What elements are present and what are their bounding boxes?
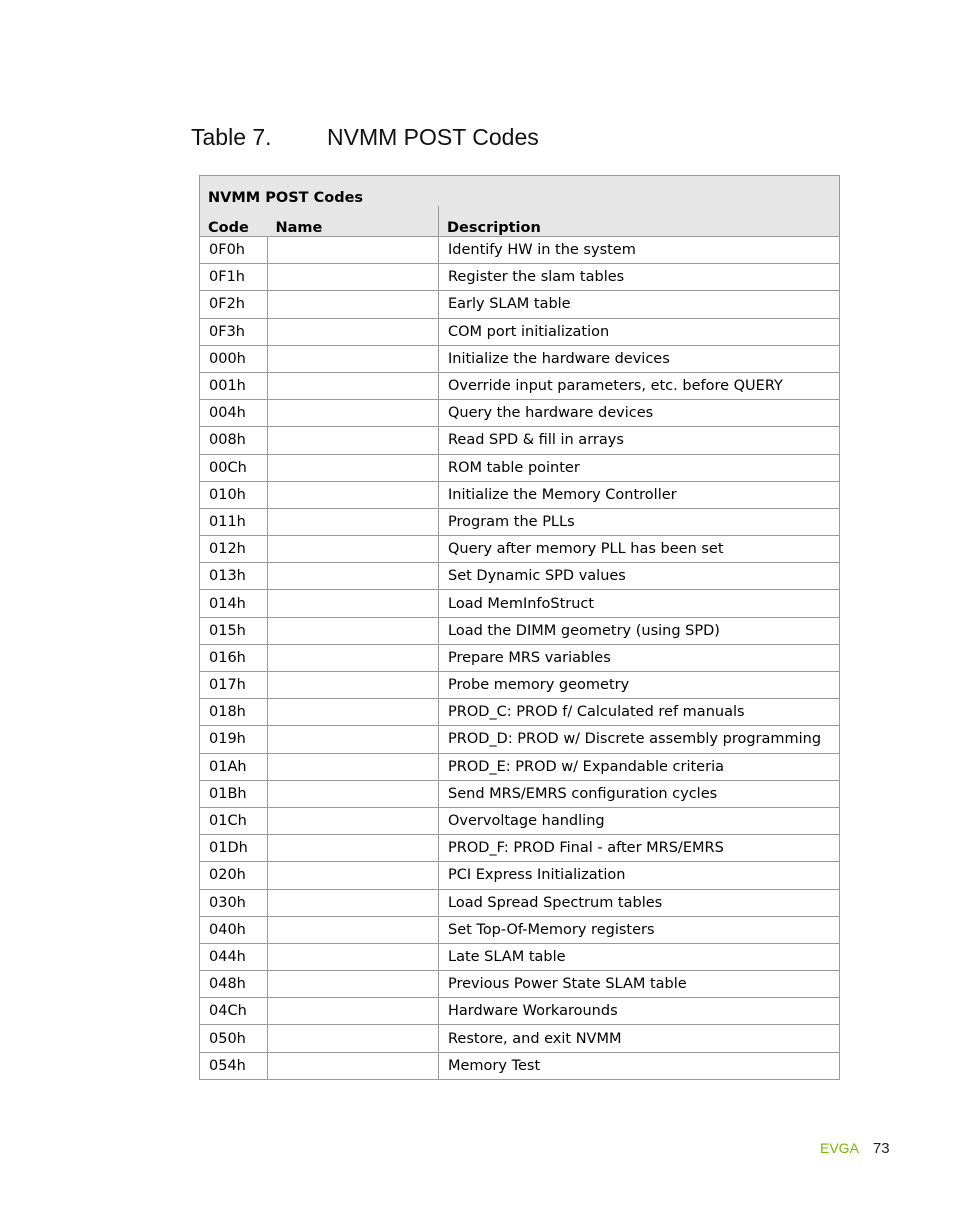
column-header-code: Code [200,206,268,237]
cell-name [268,481,439,508]
cell-name [268,1025,439,1052]
cell-name [268,726,439,753]
cell-description: Late SLAM table [439,943,840,970]
cell-name [268,264,439,291]
cell-name [268,835,439,862]
table-row [200,617,840,644]
cell-code: 0F0h [200,237,268,264]
table-row [200,237,840,264]
table-row [200,862,840,889]
table-row [200,889,840,916]
cell-name [268,237,439,264]
cell-code: 018h [200,699,268,726]
table-row [200,291,840,318]
cell-code: 004h [200,400,268,427]
cell-description: Early SLAM table [439,291,840,318]
cell-name [268,617,439,644]
cell-name [268,943,439,970]
table-row [200,590,840,617]
cell-code: 01Bh [200,780,268,807]
cell-description: Read SPD & fill in arrays [439,427,840,454]
cell-description: Previous Power State SLAM table [439,971,840,998]
cell-name [268,536,439,563]
cell-name [268,372,439,399]
cell-description: Hardware Workarounds [439,998,840,1025]
cell-code: 01Ch [200,807,268,834]
cell-description: ROM table pointer [439,454,840,481]
table-row [200,672,840,699]
table-row [200,835,840,862]
page-number: 73 [872,1140,890,1157]
cell-name [268,672,439,699]
table-row [200,753,840,780]
cell-code: 017h [200,672,268,699]
cell-code: 040h [200,916,268,943]
cell-description: PROD_C: PROD f/ Calculated ref manuals [439,699,840,726]
cell-name [268,590,439,617]
cell-name [268,1052,439,1079]
cell-code: 011h [200,508,268,535]
cell-name [268,563,439,590]
cell-description: Send MRS/EMRS configuration cycles [439,780,840,807]
table-row [200,536,840,563]
cell-description: Overvoltage handling [439,807,840,834]
table-title: NVMM POST Codes [200,176,840,207]
table-row [200,726,840,753]
cell-name [268,862,439,889]
cell-code: 020h [200,862,268,889]
cell-name [268,345,439,372]
cell-code: 000h [200,345,268,372]
cell-description: Override input parameters, etc. before QUERY [439,372,840,399]
table-row [200,264,840,291]
table-row [200,699,840,726]
post-codes-table-container [199,175,839,1080]
cell-code: 00Ch [200,454,268,481]
table-row [200,454,840,481]
cell-name [268,889,439,916]
table-header-row [200,206,840,237]
cell-code: 012h [200,536,268,563]
cell-name [268,318,439,345]
table-title-row [200,176,840,207]
cell-name [268,807,439,834]
cell-name [268,508,439,535]
cell-code: 0F3h [200,318,268,345]
cell-code: 048h [200,971,268,998]
cell-description: PCI Express Initialization [439,862,840,889]
table-row [200,372,840,399]
table-row [200,427,840,454]
cell-name [268,998,439,1025]
cell-name [268,971,439,998]
table-row [200,508,840,535]
cell-name [268,400,439,427]
cell-code: 0F2h [200,291,268,318]
cell-description: Initialize the Memory Controller [439,481,840,508]
cell-code: 050h [200,1025,268,1052]
table-row [200,916,840,943]
cell-description: Register the slam tables [439,264,840,291]
cell-description: Probe memory geometry [439,672,840,699]
cell-code: 044h [200,943,268,970]
table-row [200,1025,840,1052]
cell-name [268,916,439,943]
table-number: Table 7. [191,124,272,150]
cell-code: 01Dh [200,835,268,862]
cell-description: PROD_D: PROD w/ Discrete assembly programming [439,726,840,753]
cell-description: Restore, and exit NVMM [439,1025,840,1052]
cell-description: Memory Test [439,1052,840,1079]
table-row [200,644,840,671]
table-row [200,400,840,427]
table-body [200,237,840,1080]
table-row [200,971,840,998]
cell-code: 030h [200,889,268,916]
cell-description: Load MemInfoStruct [439,590,840,617]
table-row [200,807,840,834]
footer-brand: EVGA [820,1140,859,1156]
cell-description: Query the hardware devices [439,400,840,427]
cell-name [268,291,439,318]
cell-description: Program the PLLs [439,508,840,535]
cell-code: 016h [200,644,268,671]
cell-code: 001h [200,372,268,399]
cell-name [268,699,439,726]
cell-description: PROD_E: PROD w/ Expandable criteria [439,753,840,780]
cell-name [268,644,439,671]
page-footer [820,1140,890,1158]
table-caption-title: NVMM POST Codes [327,124,539,150]
cell-code: 019h [200,726,268,753]
cell-code: 0F1h [200,264,268,291]
cell-code: 054h [200,1052,268,1079]
cell-name [268,753,439,780]
cell-description: Load Spread Spectrum tables [439,889,840,916]
cell-code: 014h [200,590,268,617]
table-caption [191,124,539,151]
table-row [200,345,840,372]
cell-code: 008h [200,427,268,454]
cell-code: 01Ah [200,753,268,780]
cell-name [268,427,439,454]
cell-name [268,780,439,807]
table-row [200,563,840,590]
cell-name [268,454,439,481]
table-row [200,481,840,508]
cell-description: Query after memory PLL has been set [439,536,840,563]
cell-description: Set Top-Of-Memory registers [439,916,840,943]
cell-code: 04Ch [200,998,268,1025]
cell-description: PROD_F: PROD Final - after MRS/EMRS [439,835,840,862]
table-row [200,943,840,970]
cell-description: Prepare MRS variables [439,644,840,671]
cell-code: 013h [200,563,268,590]
cell-description: Initialize the hardware devices [439,345,840,372]
post-codes-table [199,175,840,1080]
table-row [200,1052,840,1079]
cell-description: Identify HW in the system [439,237,840,264]
column-header-name: Name [268,206,439,237]
table-row [200,318,840,345]
column-header-description: Description [439,206,840,237]
cell-code: 010h [200,481,268,508]
cell-code: 015h [200,617,268,644]
cell-description: COM port initialization [439,318,840,345]
table-row [200,998,840,1025]
cell-description: Set Dynamic SPD values [439,563,840,590]
cell-description: Load the DIMM geometry (using SPD) [439,617,840,644]
table-row [200,780,840,807]
